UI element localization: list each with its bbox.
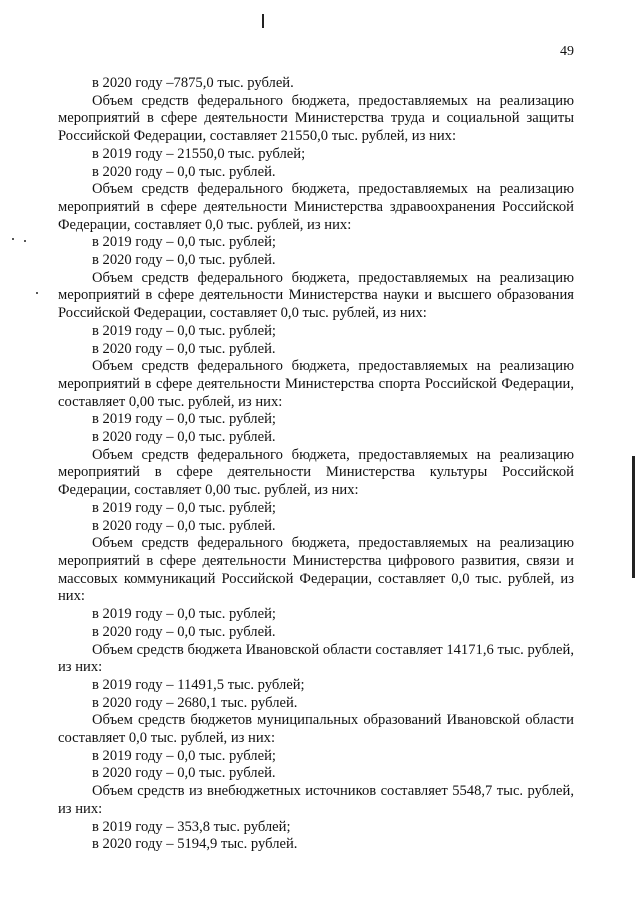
scan-artifact-dot	[12, 238, 14, 240]
scan-artifact-dot	[36, 292, 38, 294]
page-number: 49	[560, 44, 574, 59]
scan-artifact-top	[262, 14, 264, 28]
budget-line: в 2020 году –7875,0 тыс. рублей.	[92, 75, 294, 91]
scan-artifact-right-bar	[632, 456, 635, 578]
body-paragraph: Объем средств бюджета Ивановской области составляет 14171,6 тыс. рублей, из них:	[58, 641, 574, 676]
budget-line: в 2019 году – 0,0 тыс. рублей;	[92, 499, 276, 516]
document-body	[58, 75, 574, 854]
body-paragraph: Объем средств бюджетов муниципальных образований Ивановской области составляет 0,0 тыс. рублей, из них:	[58, 712, 574, 747]
body-paragraph: Объем средств федерального бюджета, предоставляемых на реализацию мероприятий в сфере деятельности Министерства науки и высшего образования Российской Федерации, составляет 0,0 тыс. рублей, из них:	[58, 269, 574, 322]
budget-line: в 2020 году – 0,0 тыс. рублей.	[92, 163, 276, 180]
budget-line: в 2020 году – 0,0 тыс. рублей.	[92, 252, 276, 269]
body-paragraph: Объем средств федерального бюджета, предоставляемых на реализацию мероприятий в сфере деятельности Министерства цифрового развития, связи и массовых коммуникаций Российской Федерации, составляет 0,0 тыс. рублей, из них:	[58, 535, 574, 605]
body-paragraph: Объем средств федерального бюджета, предоставляемых на реализацию мероприятий в сфере деятельности Министерства культуры Российской Федерации, составляет 0,00 тыс. рублей, из них:	[58, 446, 574, 499]
budget-line: в 2020 году – 0,0 тыс. рублей.	[92, 429, 276, 446]
budget-line: в 2020 году – 2680,1 тыс. рублей.	[92, 694, 298, 711]
budget-line: в 2019 году – 0,0 тыс. рублей;	[92, 411, 276, 428]
budget-line: в 2019 году – 353,8 тыс. рублей;	[92, 818, 291, 835]
budget-line: в 2020 году – 5194,9 тыс. рублей.	[92, 836, 298, 853]
budget-line: в 2020 году – 0,0 тыс. рублей.	[92, 765, 276, 782]
budget-line: в 2019 году – 0,0 тыс. рублей;	[92, 234, 276, 251]
budget-line: в 2019 году – 11491,5 тыс. рублей;	[92, 676, 305, 693]
body-paragraph: Объем средств федерального бюджета, предоставляемых на реализацию мероприятий в сфере деятельности Министерства здравоохранения Российской Федерации, составляет 0,0 тыс. рублей, из них:	[58, 181, 574, 233]
budget-line: в 2019 году – 0,0 тыс. рублей;	[92, 747, 276, 764]
budget-line: в 2020 году – 0,0 тыс. рублей.	[92, 517, 276, 534]
body-paragraph: Объем средств из внебюджетных источников составляет 5548,7 тыс. рублей, из них:	[58, 783, 574, 817]
body-paragraph: Объем средств федерального бюджета, предоставляемых на реализацию мероприятий в сфере деятельности Министерства труда и социальной защиты Российской Федерации, составляет 21550,0 тыс. рублей, из них:	[58, 92, 574, 145]
budget-line: в 2019 году – 21550,0 тыс. рублей;	[92, 145, 306, 162]
budget-line: в 2019 году – 0,0 тыс. рублей;	[92, 322, 276, 339]
budget-line: в 2020 году – 0,0 тыс. рублей.	[92, 340, 276, 357]
budget-line: в 2020 году – 0,0 тыс. рублей.	[92, 623, 276, 640]
scan-artifact-dot	[24, 240, 26, 242]
body-paragraph: Объем средств федерального бюджета, предоставляемых на реализацию мероприятий в сфере деятельности Министерства спорта Российской Федерации, составляет 0,00 тыс. рублей, из них:	[58, 358, 574, 410]
budget-line: в 2019 году – 0,0 тыс. рублей;	[92, 606, 276, 623]
